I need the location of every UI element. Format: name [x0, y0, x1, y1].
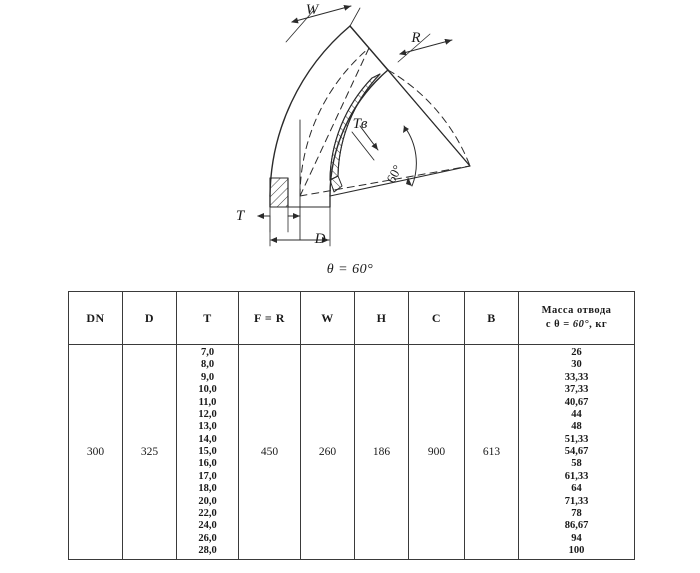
t-value-14: 24,0 [198, 520, 217, 532]
header-h: H [355, 292, 409, 345]
t-value-10: 17,0 [198, 470, 217, 482]
cell-f-r: 450 [239, 345, 301, 560]
mass-value-3: 37,33 [564, 384, 589, 396]
header-b: B [465, 292, 519, 345]
label-r: R [411, 30, 421, 46]
t-value-1: 8,0 [200, 359, 215, 371]
t-value-stack [177, 345, 238, 559]
t-value-2: 9,0 [200, 371, 215, 383]
label-t: T [235, 208, 245, 224]
t-value-13: 22,0 [198, 507, 217, 519]
header-t: T [177, 292, 239, 345]
mass-value-stack [519, 345, 634, 559]
mass-value-9: 58 [571, 458, 582, 470]
header-dn: DN [69, 292, 123, 345]
theta-caption: θ = 60° [326, 262, 374, 277]
mass-value-10: 61,33 [564, 470, 589, 482]
mass-value-14: 86,67 [564, 520, 589, 532]
table-header [69, 292, 635, 345]
header-mass-prefix: с θ = [545, 319, 573, 330]
header-mass-suffix: , кг [589, 319, 608, 330]
t-value-7: 14,0 [198, 433, 217, 445]
mass-value-2: 33,33 [564, 371, 589, 383]
header-mass-line2 [519, 318, 634, 332]
header-mass [519, 292, 635, 345]
cell-c: 900 [409, 345, 465, 560]
t-value-6: 13,0 [198, 421, 217, 433]
mass-value-7: 51,33 [564, 433, 589, 445]
header-mass-line1: Масса отвода [541, 304, 612, 316]
header-w: W [301, 292, 355, 345]
header-mass-angle: 60° [572, 319, 590, 330]
label-tv: Tв [352, 116, 368, 132]
t-value-16: 28,0 [198, 545, 217, 556]
table-body [69, 345, 635, 560]
cell-d: 325 [123, 345, 177, 560]
mass-value-12: 71,33 [564, 495, 589, 507]
mass-value-5: 44 [571, 408, 582, 420]
header-f-r: F = R [239, 292, 301, 345]
t-value-11: 18,0 [198, 483, 217, 495]
t-value-0: 7,0 [200, 347, 215, 358]
label-angle-60: 60° [383, 162, 405, 186]
t-value-3: 10,0 [198, 384, 217, 396]
mass-value-8: 54,67 [564, 446, 589, 457]
mass-value-0: 26 [571, 347, 582, 358]
header-d: D [123, 292, 177, 345]
mass-value-1: 30 [571, 359, 582, 371]
cell-mass-list [519, 345, 635, 560]
mass-value-11: 64 [571, 483, 582, 495]
table-header-row [69, 292, 635, 345]
cell-t-list [177, 345, 239, 560]
t-value-8: 15,0 [198, 446, 217, 457]
label-w: W [305, 2, 319, 18]
t-value-4: 11,0 [198, 396, 217, 408]
header-c: C [409, 292, 465, 345]
cell-dn: 300 [69, 345, 123, 560]
mass-value-4: 40,67 [564, 396, 589, 408]
cell-b: 613 [465, 345, 519, 560]
cell-w: 260 [301, 345, 355, 560]
t-value-9: 16,0 [198, 458, 217, 470]
mass-value-16: 100 [568, 545, 585, 556]
t-value-15: 26,0 [198, 532, 217, 544]
t-value-12: 20,0 [198, 495, 217, 507]
mass-value-6: 48 [571, 421, 582, 433]
label-d: D [314, 231, 326, 247]
dimensions-table [68, 291, 635, 560]
t-value-5: 12,0 [198, 408, 217, 420]
mass-value-15: 94 [571, 532, 582, 544]
cell-h: 186 [355, 345, 409, 560]
table-row [69, 345, 635, 560]
mass-value-13: 78 [571, 507, 582, 519]
